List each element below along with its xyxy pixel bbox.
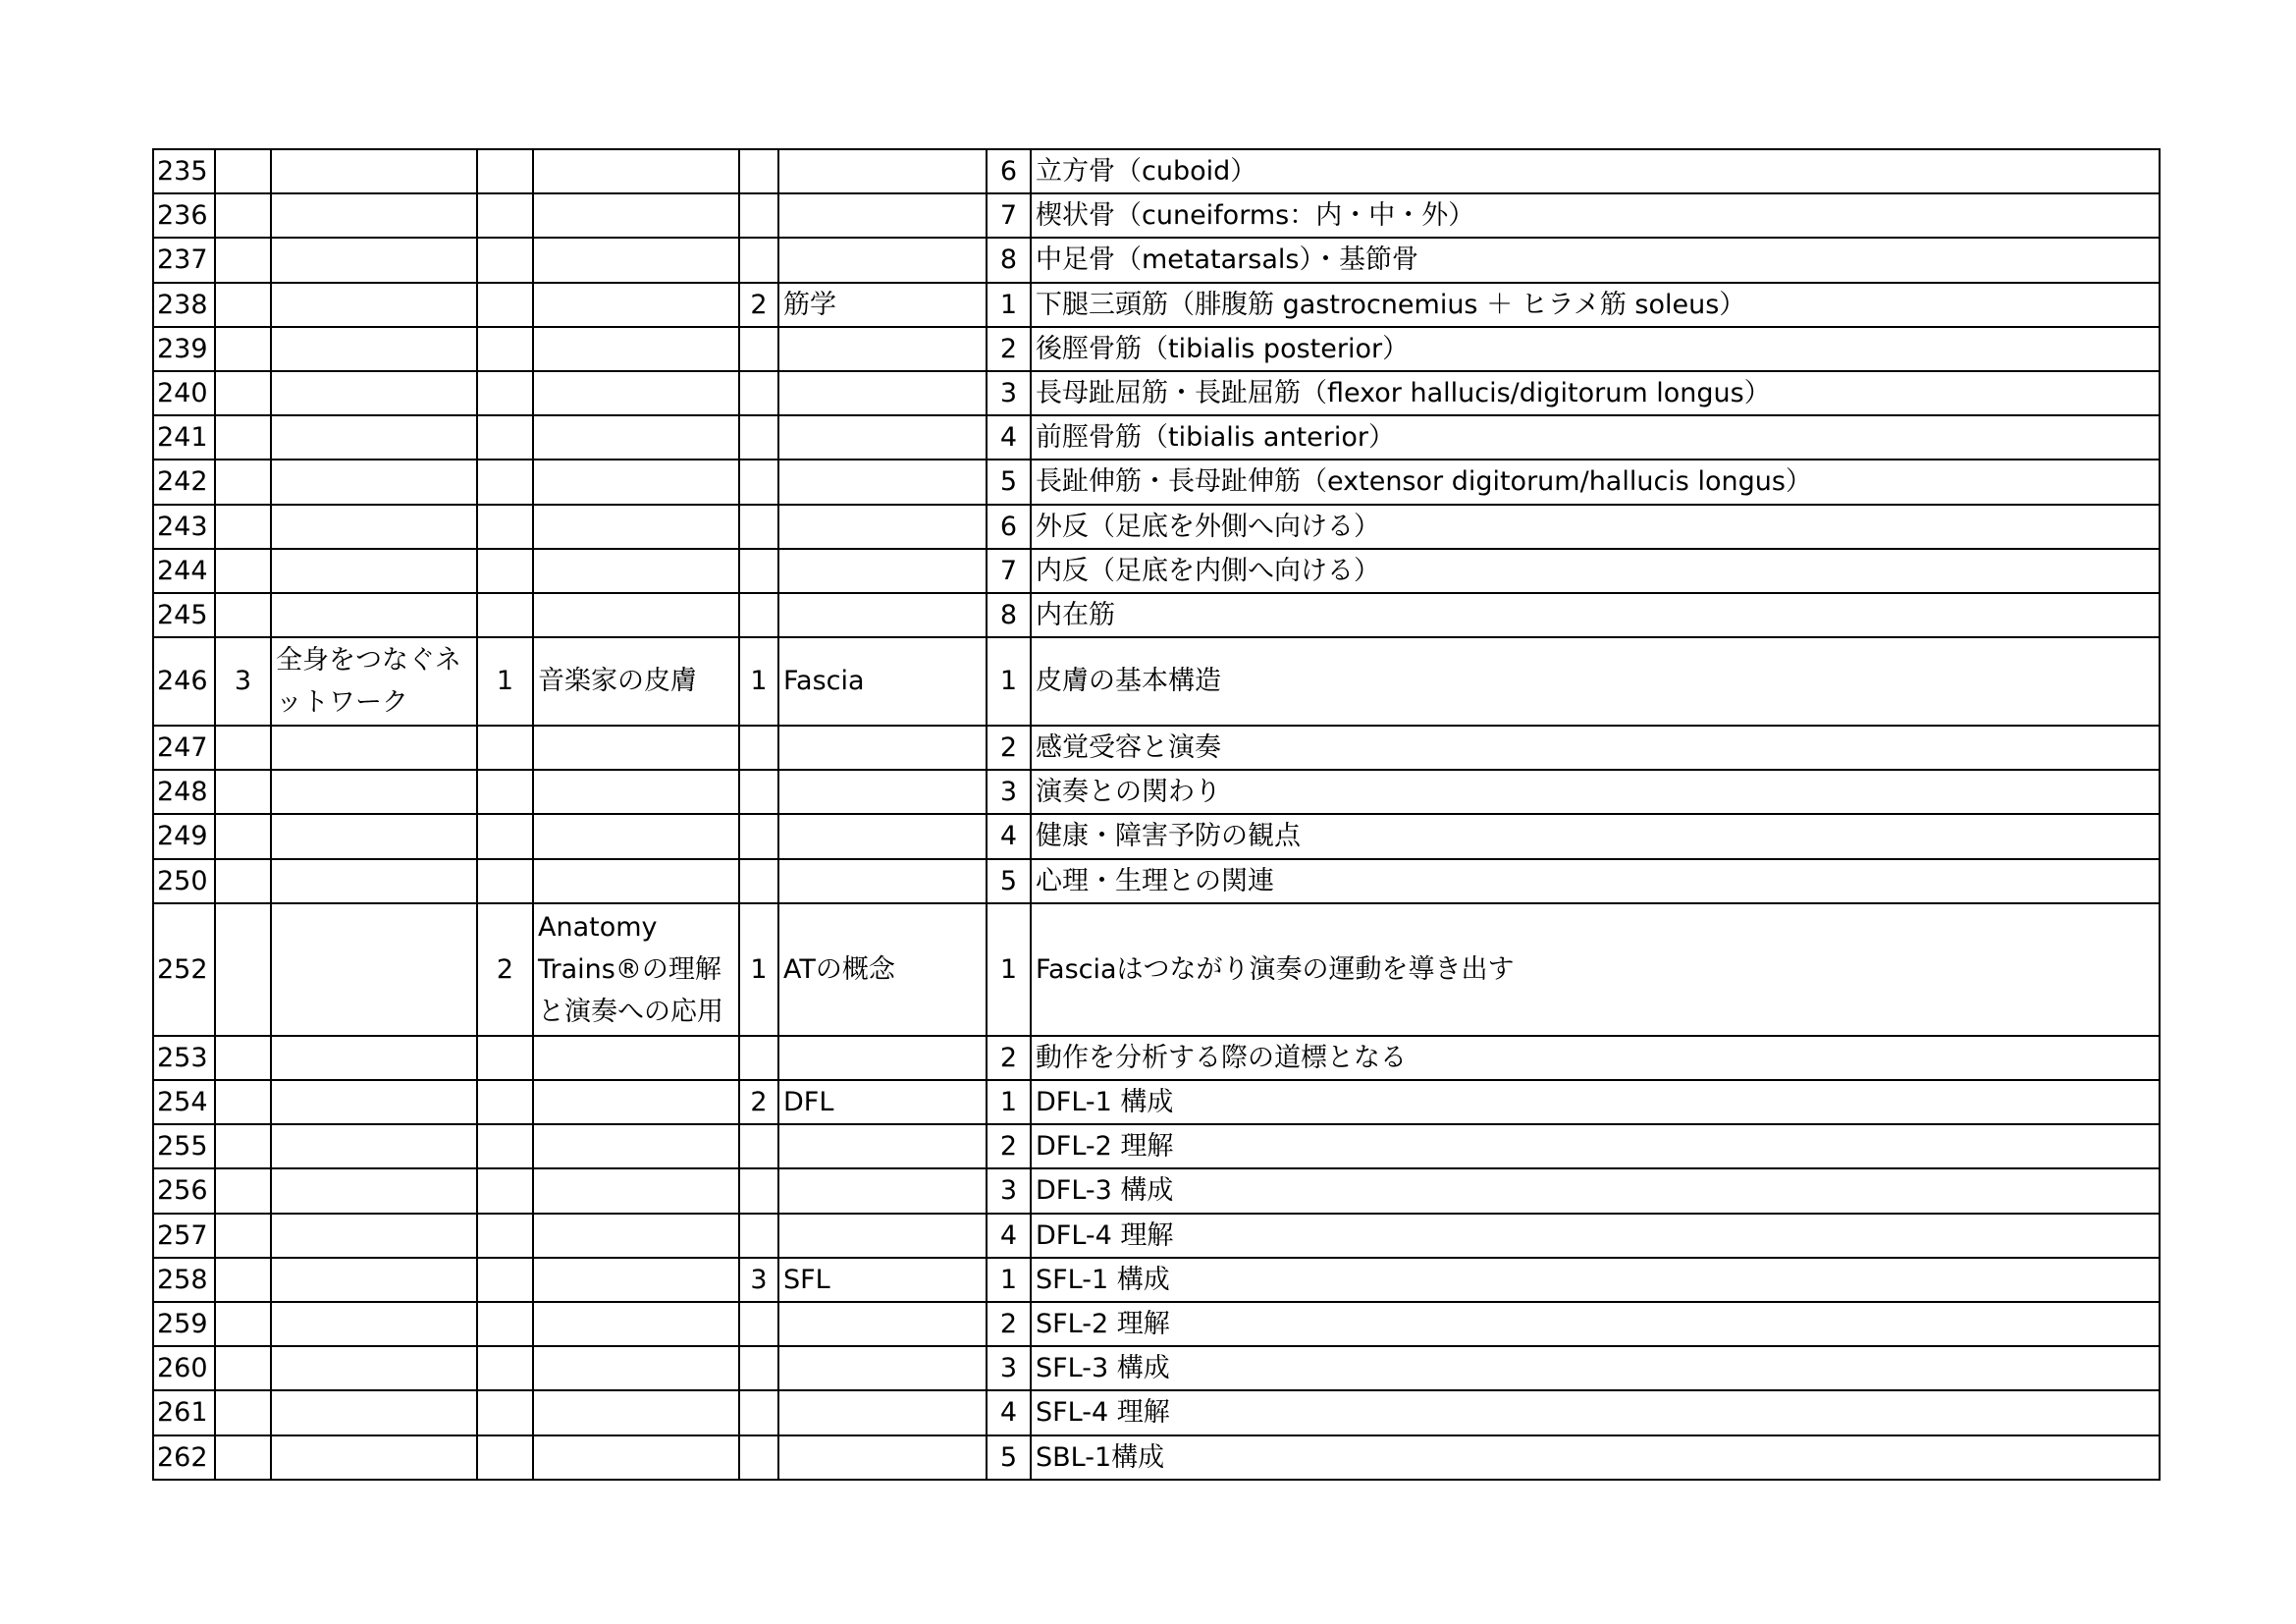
section-number: [477, 1036, 533, 1080]
table-row: [153, 549, 2160, 593]
chapter-title: [271, 1435, 477, 1480]
unit-title: [778, 415, 987, 460]
unit-title: [778, 593, 987, 637]
chapter-number: [215, 193, 271, 238]
table-row: [153, 460, 2160, 504]
chapter-number: [215, 903, 271, 1036]
item-number: 1: [987, 903, 1031, 1036]
item-number: 6: [987, 505, 1031, 549]
row-number: 255: [153, 1124, 215, 1168]
chapter-number: [215, 238, 271, 282]
table-row: [153, 371, 2160, 415]
unit-title: [778, 770, 987, 814]
table-row: [153, 1435, 2160, 1480]
chapter-title: [271, 1080, 477, 1124]
unit-number: [739, 505, 778, 549]
table-row: [153, 814, 2160, 858]
unit-number: [739, 1036, 778, 1080]
row-number: 247: [153, 726, 215, 770]
section-title: [533, 149, 739, 193]
unit-title: [778, 238, 987, 282]
table-row: [153, 283, 2160, 327]
chapter-number: [215, 460, 271, 504]
chapter-number: [215, 1124, 271, 1168]
chapter-number: [215, 327, 271, 371]
row-number: 241: [153, 415, 215, 460]
item-content: 外反（足底を外側へ向ける）: [1031, 505, 2160, 549]
item-content: SBL-1構成: [1031, 1435, 2160, 1480]
chapter-title: [271, 1124, 477, 1168]
item-number: 1: [987, 1080, 1031, 1124]
item-content: SFL-3 構成: [1031, 1346, 2160, 1390]
chapter-number: [215, 814, 271, 858]
section-title: [533, 814, 739, 858]
chapter-number: [215, 1214, 271, 1258]
chapter-number: [215, 1390, 271, 1435]
item-content: DFL-1 構成: [1031, 1080, 2160, 1124]
section-number: [477, 770, 533, 814]
section-number: [477, 1080, 533, 1124]
section-number: [477, 371, 533, 415]
item-number: 5: [987, 460, 1031, 504]
section-title: [533, 505, 739, 549]
section-number: [477, 1168, 533, 1213]
section-title: [533, 859, 739, 903]
table-row: [153, 327, 2160, 371]
item-content: DFL-3 構成: [1031, 1168, 2160, 1213]
chapter-number: [215, 1435, 271, 1480]
row-number: 236: [153, 193, 215, 238]
section-number: 2: [477, 903, 533, 1036]
item-number: 8: [987, 593, 1031, 637]
table-row: [153, 593, 2160, 637]
item-number: 2: [987, 327, 1031, 371]
item-number: 4: [987, 1390, 1031, 1435]
unit-number: [739, 1390, 778, 1435]
unit-number: [739, 371, 778, 415]
unit-number: 1: [739, 903, 778, 1036]
table-row: [153, 193, 2160, 238]
row-number: 238: [153, 283, 215, 327]
section-title: [533, 327, 739, 371]
unit-title: [778, 814, 987, 858]
item-number: 2: [987, 1302, 1031, 1346]
section-number: [477, 415, 533, 460]
section-number: [477, 193, 533, 238]
row-number: 245: [153, 593, 215, 637]
section-number: [477, 593, 533, 637]
unit-title: [778, 1435, 987, 1480]
chapter-title: [271, 238, 477, 282]
unit-title: SFL: [778, 1258, 987, 1302]
section-number: [477, 859, 533, 903]
table-body: [153, 149, 2160, 1480]
chapter-title: [271, 770, 477, 814]
unit-title: [778, 1168, 987, 1213]
chapter-title: [271, 415, 477, 460]
row-number: 261: [153, 1390, 215, 1435]
chapter-number: [215, 1168, 271, 1213]
section-number: [477, 1258, 533, 1302]
chapter-number: [215, 593, 271, 637]
item-number: 3: [987, 1346, 1031, 1390]
item-content: 皮膚の基本構造: [1031, 637, 2160, 726]
unit-number: [739, 1346, 778, 1390]
unit-title: 筋学: [778, 283, 987, 327]
table-row: [153, 903, 2160, 1036]
chapter-title: [271, 859, 477, 903]
chapter-number: [215, 1346, 271, 1390]
item-content: 演奏との関わり: [1031, 770, 2160, 814]
row-number: 259: [153, 1302, 215, 1346]
unit-number: [739, 460, 778, 504]
row-number: 240: [153, 371, 215, 415]
section-title: [533, 1346, 739, 1390]
item-content: 長母趾屈筋・長趾屈筋（flexor hallucis/digitorum longus）: [1031, 371, 2160, 415]
unit-number: [739, 859, 778, 903]
chapter-title: [271, 549, 477, 593]
row-number: 249: [153, 814, 215, 858]
row-number: 239: [153, 327, 215, 371]
item-number: 5: [987, 1435, 1031, 1480]
section-number: [477, 814, 533, 858]
chapter-number: [215, 1036, 271, 1080]
section-number: [477, 1346, 533, 1390]
item-number: 3: [987, 371, 1031, 415]
chapter-number: [215, 1258, 271, 1302]
unit-title: [778, 1302, 987, 1346]
table-row: [153, 505, 2160, 549]
row-number: 235: [153, 149, 215, 193]
item-content: 動作を分析する際の道標となる: [1031, 1036, 2160, 1080]
item-content: Fasciaはつながり演奏の運動を導き出す: [1031, 903, 2160, 1036]
chapter-title: [271, 726, 477, 770]
row-number: 246: [153, 637, 215, 726]
section-number: [477, 238, 533, 282]
table-row: [153, 1302, 2160, 1346]
section-number: [477, 460, 533, 504]
row-number: 257: [153, 1214, 215, 1258]
row-number: 250: [153, 859, 215, 903]
row-number: 242: [153, 460, 215, 504]
unit-title: [778, 1124, 987, 1168]
item-content: 中足骨（metatarsals）・基節骨: [1031, 238, 2160, 282]
chapter-title: [271, 505, 477, 549]
section-title: [533, 238, 739, 282]
section-title: 音楽家の皮膚: [533, 637, 739, 726]
unit-title: [778, 460, 987, 504]
unit-title: [778, 327, 987, 371]
section-title: [533, 549, 739, 593]
section-number: [477, 149, 533, 193]
unit-title: Fascia: [778, 637, 987, 726]
chapter-title: [271, 1346, 477, 1390]
table-row: [153, 770, 2160, 814]
unit-title: DFL: [778, 1080, 987, 1124]
item-content: 健康・障害予防の観点: [1031, 814, 2160, 858]
row-number: 253: [153, 1036, 215, 1080]
table-row: [153, 149, 2160, 193]
section-number: [477, 1302, 533, 1346]
section-number: [477, 1435, 533, 1480]
chapter-title: [271, 1258, 477, 1302]
unit-number: [739, 327, 778, 371]
section-title: [533, 371, 739, 415]
unit-number: [739, 149, 778, 193]
chapter-title: [271, 1168, 477, 1213]
table-row: [153, 1168, 2160, 1213]
item-number: 4: [987, 814, 1031, 858]
item-number: 2: [987, 1036, 1031, 1080]
item-number: 4: [987, 1214, 1031, 1258]
unit-number: [739, 770, 778, 814]
unit-title: [778, 859, 987, 903]
table-row: [153, 1080, 2160, 1124]
unit-number: [739, 1302, 778, 1346]
unit-title: [778, 149, 987, 193]
item-number: 3: [987, 1168, 1031, 1213]
chapter-title: [271, 149, 477, 193]
unit-number: [739, 415, 778, 460]
row-number: 237: [153, 238, 215, 282]
unit-title: [778, 371, 987, 415]
item-number: 2: [987, 726, 1031, 770]
unit-number: [739, 549, 778, 593]
unit-number: [739, 238, 778, 282]
item-number: 7: [987, 549, 1031, 593]
table-row: [153, 1346, 2160, 1390]
item-number: 1: [987, 637, 1031, 726]
section-title: [533, 1435, 739, 1480]
chapter-number: 3: [215, 637, 271, 726]
item-number: 8: [987, 238, 1031, 282]
section-title: [533, 1390, 739, 1435]
item-number: 5: [987, 859, 1031, 903]
unit-number: [739, 193, 778, 238]
chapter-title: [271, 371, 477, 415]
table-row: [153, 415, 2160, 460]
section-title: [533, 283, 739, 327]
unit-number: [739, 814, 778, 858]
unit-number: 1: [739, 637, 778, 726]
row-number: 248: [153, 770, 215, 814]
section-title: [533, 1036, 739, 1080]
item-content: 長趾伸筋・長母趾伸筋（extensor digitorum/hallucis longus）: [1031, 460, 2160, 504]
row-number: 254: [153, 1080, 215, 1124]
section-number: [477, 726, 533, 770]
chapter-number: [215, 505, 271, 549]
item-content: DFL-2 理解: [1031, 1124, 2160, 1168]
item-content: 内反（足底を内側へ向ける）: [1031, 549, 2160, 593]
unit-title: [778, 1214, 987, 1258]
chapter-title: [271, 1302, 477, 1346]
unit-title: [778, 726, 987, 770]
chapter-title: [271, 1390, 477, 1435]
section-title: Anatomy Trains®の理解と演奏への応用: [533, 903, 739, 1036]
chapter-number: [215, 149, 271, 193]
item-content: 立方骨（cuboid）: [1031, 149, 2160, 193]
chapter-title: [271, 814, 477, 858]
section-number: [477, 1214, 533, 1258]
chapter-number: [215, 371, 271, 415]
item-content: SFL-4 理解: [1031, 1390, 2160, 1435]
curriculum-table: [152, 148, 2161, 1481]
item-content: SFL-2 理解: [1031, 1302, 2160, 1346]
section-title: [533, 1080, 739, 1124]
table-row: [153, 859, 2160, 903]
unit-number: [739, 1435, 778, 1480]
row-number: 258: [153, 1258, 215, 1302]
unit-number: 2: [739, 283, 778, 327]
unit-title: [778, 1390, 987, 1435]
table-row: [153, 1124, 2160, 1168]
section-title: [533, 460, 739, 504]
unit-title: [778, 1036, 987, 1080]
unit-title: [778, 1346, 987, 1390]
section-title: [533, 770, 739, 814]
chapter-number: [215, 1080, 271, 1124]
unit-number: 2: [739, 1080, 778, 1124]
item-number: 1: [987, 1258, 1031, 1302]
chapter-number: [215, 283, 271, 327]
chapter-title: [271, 1036, 477, 1080]
section-title: [533, 593, 739, 637]
item-content: 後脛骨筋（tibialis posterior）: [1031, 327, 2160, 371]
section-title: [533, 415, 739, 460]
item-number: 6: [987, 149, 1031, 193]
row-number: 256: [153, 1168, 215, 1213]
row-number: 262: [153, 1435, 215, 1480]
unit-number: [739, 1214, 778, 1258]
table-row: [153, 238, 2160, 282]
item-number: 1: [987, 283, 1031, 327]
chapter-number: [215, 549, 271, 593]
section-title: [533, 1302, 739, 1346]
unit-number: [739, 1168, 778, 1213]
item-content: 楔状骨（cuneiforms：内・中・外）: [1031, 193, 2160, 238]
chapter-number: [215, 1302, 271, 1346]
chapter-title: [271, 1214, 477, 1258]
row-number: 252: [153, 903, 215, 1036]
section-title: [533, 1258, 739, 1302]
unit-title: [778, 193, 987, 238]
item-content: SFL-1 構成: [1031, 1258, 2160, 1302]
item-content: 感覚受容と演奏: [1031, 726, 2160, 770]
unit-title: ATの概念: [778, 903, 987, 1036]
chapter-title: [271, 327, 477, 371]
chapter-title: [271, 593, 477, 637]
table-row: [153, 1214, 2160, 1258]
table-row: [153, 726, 2160, 770]
chapter-title: [271, 460, 477, 504]
item-number: 3: [987, 770, 1031, 814]
section-number: [477, 283, 533, 327]
unit-number: 3: [739, 1258, 778, 1302]
unit-number: [739, 726, 778, 770]
table-row: [153, 1036, 2160, 1080]
unit-number: [739, 1124, 778, 1168]
chapter-title: 全身をつなぐネットワーク: [271, 637, 477, 726]
section-number: [477, 549, 533, 593]
item-number: 4: [987, 415, 1031, 460]
section-title: [533, 1124, 739, 1168]
section-title: [533, 726, 739, 770]
chapter-title: [271, 283, 477, 327]
item-content: 心理・生理との関連: [1031, 859, 2160, 903]
row-number: 260: [153, 1346, 215, 1390]
unit-title: [778, 505, 987, 549]
section-title: [533, 193, 739, 238]
item-content: 下腿三頭筋（腓腹筋 gastrocnemius ＋ ヒラメ筋 soleus）: [1031, 283, 2160, 327]
chapter-number: [215, 859, 271, 903]
table-row: [153, 637, 2160, 726]
section-number: [477, 505, 533, 549]
chapter-number: [215, 415, 271, 460]
section-number: 1: [477, 637, 533, 726]
unit-title: [778, 549, 987, 593]
unit-number: [739, 593, 778, 637]
item-content: 内在筋: [1031, 593, 2160, 637]
item-number: 2: [987, 1124, 1031, 1168]
table-row: [153, 1258, 2160, 1302]
table-row: [153, 1390, 2160, 1435]
item-content: DFL-4 理解: [1031, 1214, 2160, 1258]
section-title: [533, 1168, 739, 1213]
section-number: [477, 1390, 533, 1435]
chapter-title: [271, 903, 477, 1036]
chapter-number: [215, 726, 271, 770]
row-number: 243: [153, 505, 215, 549]
chapter-number: [215, 770, 271, 814]
section-number: [477, 327, 533, 371]
chapter-title: [271, 193, 477, 238]
row-number: 244: [153, 549, 215, 593]
section-number: [477, 1124, 533, 1168]
item-number: 7: [987, 193, 1031, 238]
section-title: [533, 1214, 739, 1258]
item-content: 前脛骨筋（tibialis anterior）: [1031, 415, 2160, 460]
